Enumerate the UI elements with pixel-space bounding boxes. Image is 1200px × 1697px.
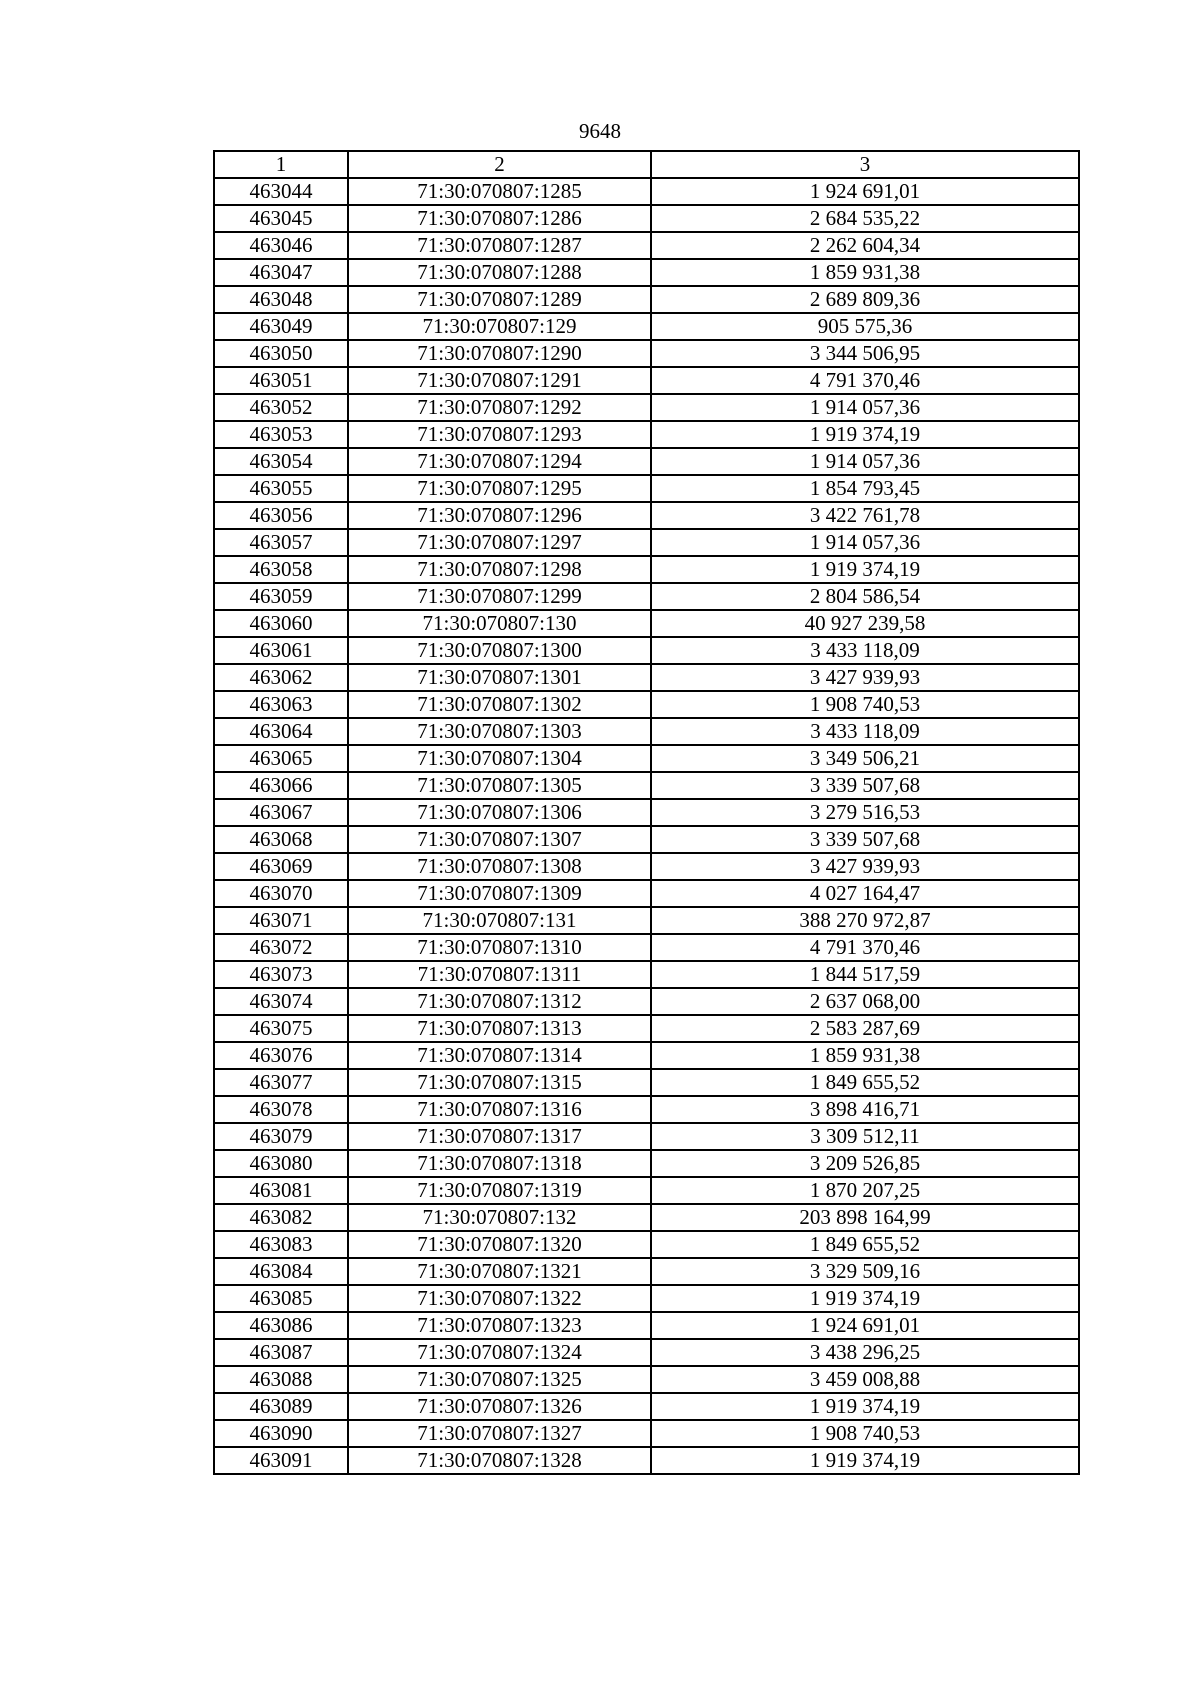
table-row (214, 718, 1079, 745)
value-cell: 1 849 655,52 (651, 1231, 1079, 1258)
value-cell: 1 849 655,52 (651, 1069, 1079, 1096)
cadastral-number-cell: 71:30:070807:1303 (348, 718, 651, 745)
value-cell: 2 637 068,00 (651, 988, 1079, 1015)
value-cell: 1 919 374,19 (651, 1393, 1079, 1420)
value-cell: 3 209 526,85 (651, 1150, 1079, 1177)
cadastral-number-cell: 71:30:070807:1285 (348, 178, 651, 205)
value-cell: 1 914 057,36 (651, 529, 1079, 556)
table-row (214, 313, 1079, 340)
value-cell: 1 854 793,45 (651, 475, 1079, 502)
table-row (214, 475, 1079, 502)
cadastral-number-cell: 71:30:070807:1320 (348, 1231, 651, 1258)
row-number-cell: 463061 (214, 637, 348, 664)
cadastral-number-cell: 71:30:070807:1294 (348, 448, 651, 475)
cadastral-number-cell: 71:30:070807:1288 (348, 259, 651, 286)
row-number-cell: 463087 (214, 1339, 348, 1366)
cadastral-number-cell: 71:30:070807:131 (348, 907, 651, 934)
value-cell: 3 438 296,25 (651, 1339, 1079, 1366)
cadastral-number-cell: 71:30:070807:1297 (348, 529, 651, 556)
value-cell: 3 459 008,88 (651, 1366, 1079, 1393)
cadastral-number-cell: 71:30:070807:1317 (348, 1123, 651, 1150)
table-row (214, 799, 1079, 826)
row-number-cell: 463063 (214, 691, 348, 718)
table-row (214, 1096, 1079, 1123)
cadastral-number-cell: 71:30:070807:132 (348, 1204, 651, 1231)
value-cell: 1 914 057,36 (651, 394, 1079, 421)
row-number-cell: 463070 (214, 880, 348, 907)
row-number-cell: 463090 (214, 1420, 348, 1447)
row-number-cell: 463059 (214, 583, 348, 610)
cadastral-number-cell: 71:30:070807:1296 (348, 502, 651, 529)
table-row (214, 583, 1079, 610)
table-row (214, 907, 1079, 934)
cadastral-number-cell: 71:30:070807:1326 (348, 1393, 651, 1420)
cadastral-number-cell: 71:30:070807:1314 (348, 1042, 651, 1069)
table-row (214, 1042, 1079, 1069)
row-number-cell: 463075 (214, 1015, 348, 1042)
table-row (214, 961, 1079, 988)
value-cell: 3 898 416,71 (651, 1096, 1079, 1123)
row-number-cell: 463084 (214, 1258, 348, 1285)
cadastral-number-cell: 71:30:070807:1289 (348, 286, 651, 313)
row-number-cell: 463077 (214, 1069, 348, 1096)
value-cell: 203 898 164,99 (651, 1204, 1079, 1231)
row-number-cell: 463065 (214, 745, 348, 772)
row-number-cell: 463064 (214, 718, 348, 745)
value-cell: 3 422 761,78 (651, 502, 1079, 529)
row-number-cell: 463049 (214, 313, 348, 340)
table-row (214, 934, 1079, 961)
value-cell: 3 427 939,93 (651, 853, 1079, 880)
row-number-cell: 463060 (214, 610, 348, 637)
table-row (214, 691, 1079, 718)
table-row (214, 880, 1079, 907)
row-number-cell: 463044 (214, 178, 348, 205)
row-number-cell: 463079 (214, 1123, 348, 1150)
table-row (214, 1150, 1079, 1177)
row-number-cell: 463058 (214, 556, 348, 583)
row-number-cell: 463052 (214, 394, 348, 421)
row-number-cell: 463074 (214, 988, 348, 1015)
value-cell: 2 804 586,54 (651, 583, 1079, 610)
value-cell: 3 279 516,53 (651, 799, 1079, 826)
table-row (214, 1015, 1079, 1042)
row-number-cell: 463071 (214, 907, 348, 934)
row-number-cell: 463045 (214, 205, 348, 232)
table-row (214, 1393, 1079, 1420)
cadastral-number-cell: 71:30:070807:1312 (348, 988, 651, 1015)
cadastral-number-cell: 71:30:070807:1306 (348, 799, 651, 826)
value-cell: 3 344 506,95 (651, 340, 1079, 367)
row-number-cell: 463088 (214, 1366, 348, 1393)
table-row (214, 340, 1079, 367)
value-cell: 3 329 509,16 (651, 1258, 1079, 1285)
table-row (214, 367, 1079, 394)
table-row (214, 1069, 1079, 1096)
table-row (214, 745, 1079, 772)
table-row (214, 232, 1079, 259)
value-cell: 3 427 939,93 (651, 664, 1079, 691)
cadastral-number-cell: 71:30:070807:1305 (348, 772, 651, 799)
cadastral-number-cell: 71:30:070807:1300 (348, 637, 651, 664)
row-number-cell: 463085 (214, 1285, 348, 1312)
table-row (214, 1312, 1079, 1339)
cadastral-number-cell: 71:30:070807:1323 (348, 1312, 651, 1339)
value-cell: 2 262 604,34 (651, 232, 1079, 259)
value-cell: 3 339 507,68 (651, 826, 1079, 853)
table-row (214, 259, 1079, 286)
table-row (214, 448, 1079, 475)
row-number-cell: 463067 (214, 799, 348, 826)
cadastral-number-cell: 71:30:070807:1324 (348, 1339, 651, 1366)
row-number-cell: 463083 (214, 1231, 348, 1258)
cadastral-number-cell: 71:30:070807:1313 (348, 1015, 651, 1042)
row-number-cell: 463080 (214, 1150, 348, 1177)
cadastral-number-cell: 71:30:070807:1308 (348, 853, 651, 880)
value-cell: 4 027 164,47 (651, 880, 1079, 907)
header-cell-3: 3 (651, 151, 1079, 178)
value-cell: 1 924 691,01 (651, 1312, 1079, 1339)
table-row (214, 1447, 1079, 1474)
value-cell: 1 924 691,01 (651, 178, 1079, 205)
cadastral-number-cell: 71:30:070807:1322 (348, 1285, 651, 1312)
value-cell: 1 914 057,36 (651, 448, 1079, 475)
value-cell: 1 919 374,19 (651, 556, 1079, 583)
header-cell-2: 2 (348, 151, 651, 178)
row-number-cell: 463062 (214, 664, 348, 691)
value-cell: 1 919 374,19 (651, 421, 1079, 448)
cadastral-number-cell: 71:30:070807:1295 (348, 475, 651, 502)
table-row (214, 988, 1079, 1015)
table-row (214, 286, 1079, 313)
table-row (214, 1339, 1079, 1366)
cadastral-number-cell: 71:30:070807:1301 (348, 664, 651, 691)
row-number-cell: 463086 (214, 1312, 348, 1339)
row-number-cell: 463081 (214, 1177, 348, 1204)
row-number-cell: 463082 (214, 1204, 348, 1231)
row-number-cell: 463089 (214, 1393, 348, 1420)
value-cell: 3 433 118,09 (651, 718, 1079, 745)
cadastral-number-cell: 71:30:070807:1286 (348, 205, 651, 232)
page-number: 9648 (579, 119, 621, 143)
cadastral-number-cell: 71:30:070807:1327 (348, 1420, 651, 1447)
value-cell: 1 919 374,19 (651, 1447, 1079, 1474)
cadastral-number-cell: 71:30:070807:129 (348, 313, 651, 340)
table-row (214, 502, 1079, 529)
cadastral-number-cell: 71:30:070807:1310 (348, 934, 651, 961)
header-cell-1: 1 (214, 151, 348, 178)
cadastral-number-cell: 71:30:070807:1292 (348, 394, 651, 421)
value-cell: 388 270 972,87 (651, 907, 1079, 934)
value-cell: 1 859 931,38 (651, 259, 1079, 286)
value-cell: 1 844 517,59 (651, 961, 1079, 988)
registry-table (213, 150, 1080, 1475)
value-cell: 2 583 287,69 (651, 1015, 1079, 1042)
row-number-cell: 463073 (214, 961, 348, 988)
table-row (214, 610, 1079, 637)
value-cell: 3 309 512,11 (651, 1123, 1079, 1150)
table-row (214, 529, 1079, 556)
table-row (214, 1177, 1079, 1204)
table-row (214, 1366, 1079, 1393)
value-cell: 4 791 370,46 (651, 934, 1079, 961)
cadastral-number-cell: 71:30:070807:1290 (348, 340, 651, 367)
value-cell: 1 859 931,38 (651, 1042, 1079, 1069)
value-cell: 4 791 370,46 (651, 367, 1079, 394)
table-header-row (214, 151, 1079, 178)
cadastral-number-cell: 71:30:070807:130 (348, 610, 651, 637)
row-number-cell: 463046 (214, 232, 348, 259)
cadastral-number-cell: 71:30:070807:1325 (348, 1366, 651, 1393)
table-row (214, 178, 1079, 205)
value-cell: 1 908 740,53 (651, 1420, 1079, 1447)
table-body (214, 151, 1079, 1474)
value-cell: 1 919 374,19 (651, 1285, 1079, 1312)
row-number-cell: 463053 (214, 421, 348, 448)
value-cell: 2 684 535,22 (651, 205, 1079, 232)
table-row (214, 772, 1079, 799)
table-row (214, 205, 1079, 232)
row-number-cell: 463076 (214, 1042, 348, 1069)
row-number-cell: 463050 (214, 340, 348, 367)
cadastral-number-cell: 71:30:070807:1316 (348, 1096, 651, 1123)
cadastral-number-cell: 71:30:070807:1328 (348, 1447, 651, 1474)
table-row (214, 1231, 1079, 1258)
value-cell: 3 349 506,21 (651, 745, 1079, 772)
cadastral-number-cell: 71:30:070807:1307 (348, 826, 651, 853)
cadastral-number-cell: 71:30:070807:1304 (348, 745, 651, 772)
row-number-cell: 463048 (214, 286, 348, 313)
row-number-cell: 463051 (214, 367, 348, 394)
cadastral-number-cell: 71:30:070807:1299 (348, 583, 651, 610)
table-row (214, 1420, 1079, 1447)
table-row (214, 664, 1079, 691)
row-number-cell: 463054 (214, 448, 348, 475)
table-row (214, 1285, 1079, 1312)
table-row (214, 394, 1079, 421)
cadastral-number-cell: 71:30:070807:1319 (348, 1177, 651, 1204)
cadastral-number-cell: 71:30:070807:1318 (348, 1150, 651, 1177)
row-number-cell: 463078 (214, 1096, 348, 1123)
value-cell: 905 575,36 (651, 313, 1079, 340)
value-cell: 3 433 118,09 (651, 637, 1079, 664)
row-number-cell: 463069 (214, 853, 348, 880)
table-row (214, 1204, 1079, 1231)
row-number-cell: 463057 (214, 529, 348, 556)
row-number-cell: 463068 (214, 826, 348, 853)
value-cell: 1 870 207,25 (651, 1177, 1079, 1204)
table-row (214, 1258, 1079, 1285)
table-row (214, 853, 1079, 880)
cadastral-number-cell: 71:30:070807:1315 (348, 1069, 651, 1096)
cadastral-number-cell: 71:30:070807:1291 (348, 367, 651, 394)
value-cell: 2 689 809,36 (651, 286, 1079, 313)
cadastral-number-cell: 71:30:070807:1293 (348, 421, 651, 448)
cadastral-number-cell: 71:30:070807:1302 (348, 691, 651, 718)
row-number-cell: 463056 (214, 502, 348, 529)
row-number-cell: 463072 (214, 934, 348, 961)
cadastral-number-cell: 71:30:070807:1311 (348, 961, 651, 988)
row-number-cell: 463091 (214, 1447, 348, 1474)
value-cell: 3 339 507,68 (651, 772, 1079, 799)
value-cell: 1 908 740,53 (651, 691, 1079, 718)
table-row (214, 826, 1079, 853)
cadastral-number-cell: 71:30:070807:1321 (348, 1258, 651, 1285)
table-row (214, 637, 1079, 664)
row-number-cell: 463055 (214, 475, 348, 502)
row-number-cell: 463066 (214, 772, 348, 799)
row-number-cell: 463047 (214, 259, 348, 286)
cadastral-number-cell: 71:30:070807:1298 (348, 556, 651, 583)
cadastral-number-cell: 71:30:070807:1309 (348, 880, 651, 907)
cadastral-number-cell: 71:30:070807:1287 (348, 232, 651, 259)
table-row (214, 421, 1079, 448)
table-row (214, 1123, 1079, 1150)
table-row (214, 556, 1079, 583)
value-cell: 40 927 239,58 (651, 610, 1079, 637)
